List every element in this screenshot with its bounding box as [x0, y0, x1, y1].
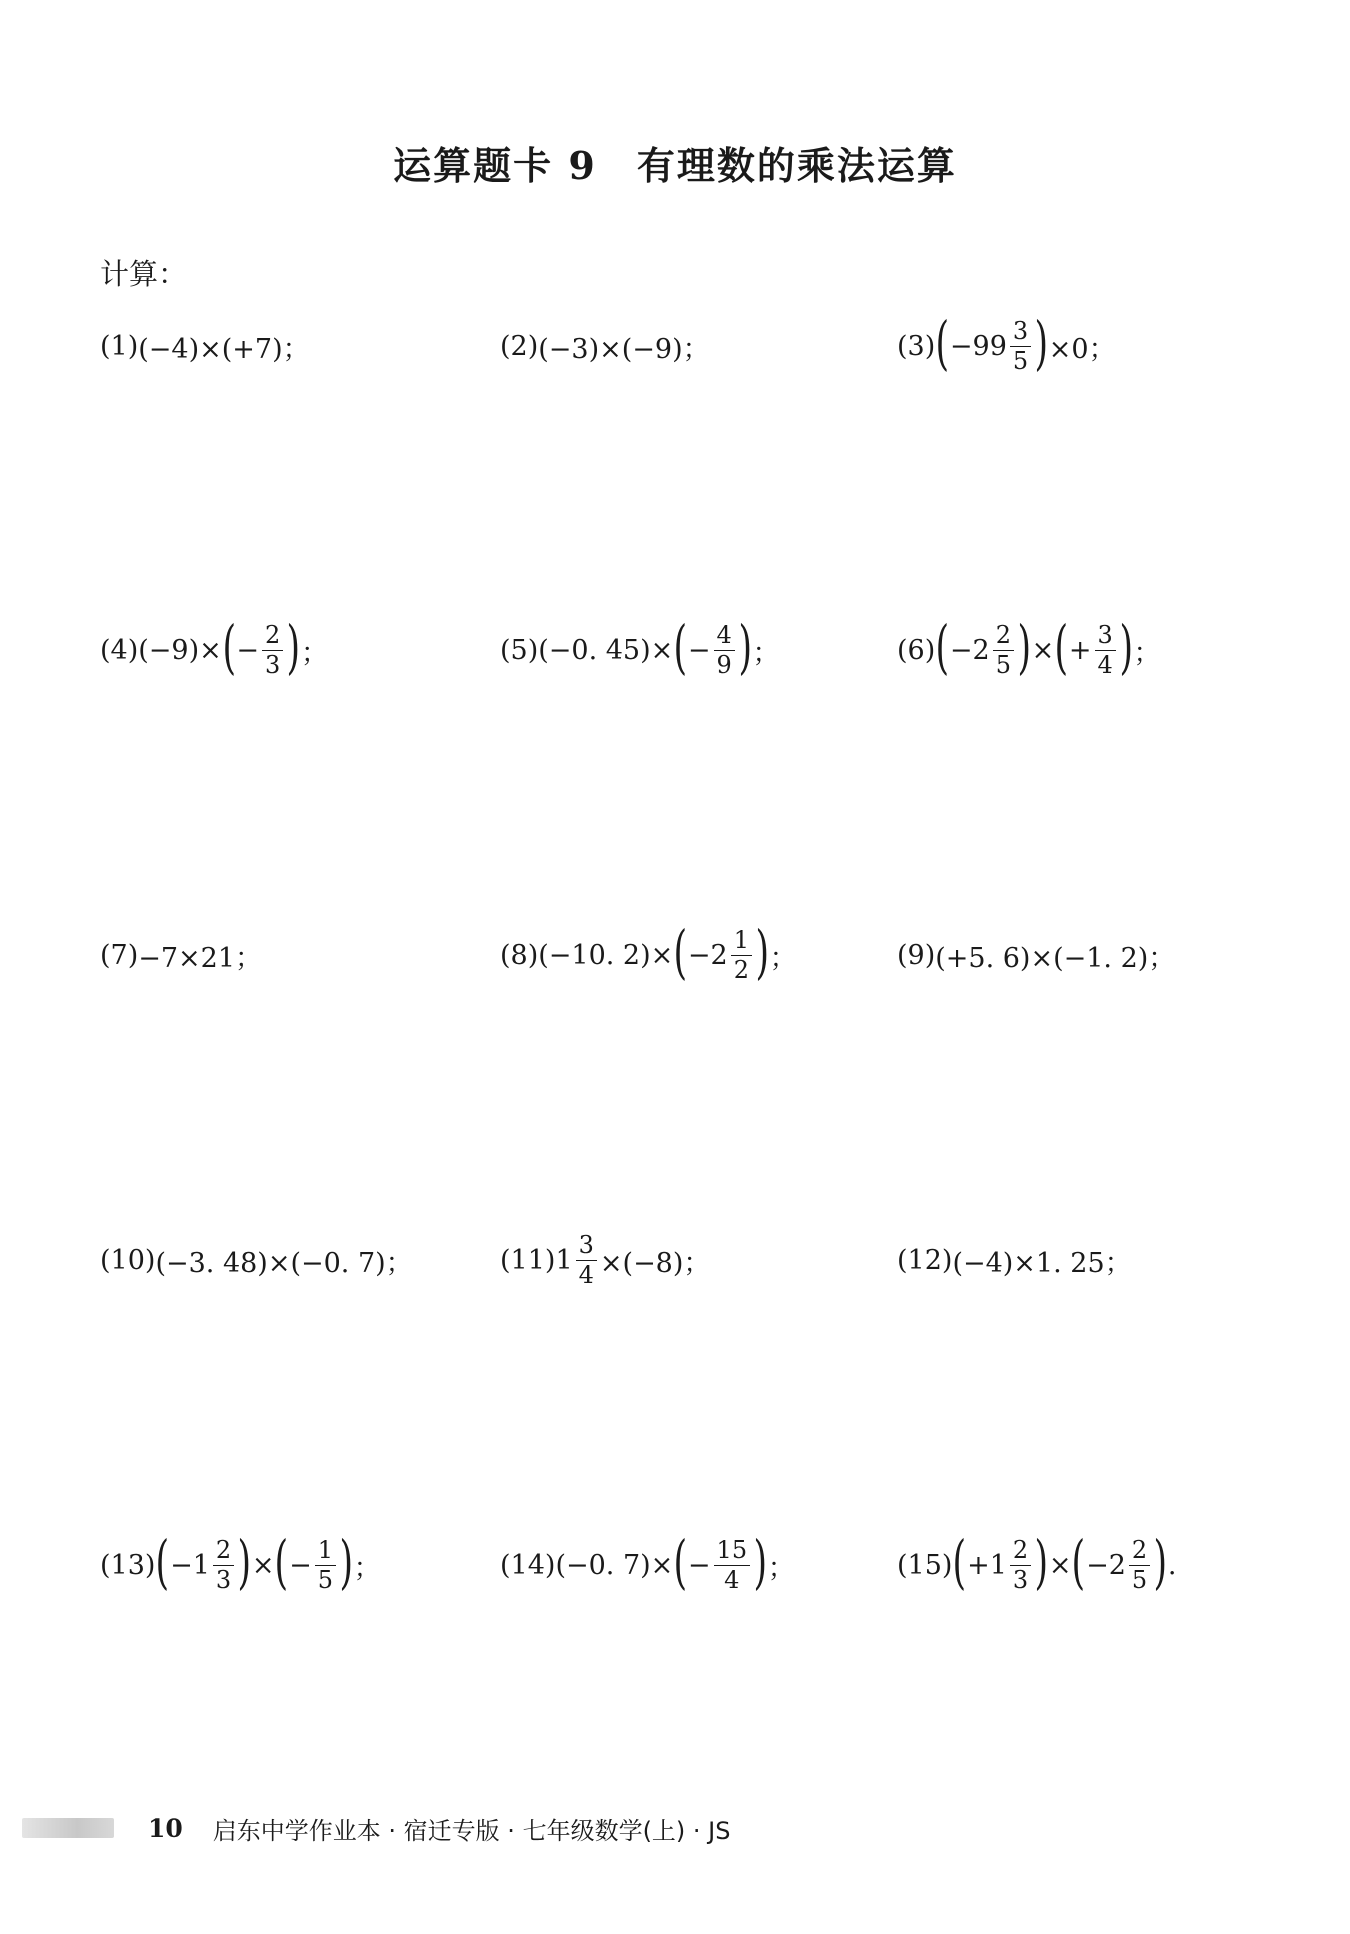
large-parenthesis: ( — [1071, 1528, 1086, 1596]
problem-label: (11) — [500, 1244, 556, 1276]
instruction-text: 计算： — [100, 257, 188, 291]
numerator: 3 — [576, 1232, 597, 1260]
problem-label: (3) — [897, 330, 936, 362]
problem-12 — [897, 1220, 1132, 1300]
numerator: 3 — [1095, 622, 1116, 650]
large-parenthesis: ) — [1153, 1528, 1168, 1596]
large-parenthesis: ( — [673, 918, 688, 986]
large-parenthesis: ) — [738, 613, 752, 681]
expression-text: × — [251, 1549, 275, 1581]
expression-text: (−0. 45)× — [538, 634, 674, 666]
expression-text: × — [1048, 1549, 1072, 1581]
expression-text: . — [1167, 1549, 1177, 1581]
problem-15 — [897, 1525, 1176, 1605]
problem-label: (4) — [100, 634, 139, 666]
fraction — [1129, 1537, 1150, 1593]
large-parenthesis: ) — [1034, 1528, 1049, 1596]
problem-2 — [500, 306, 710, 386]
problem-8 — [500, 915, 797, 995]
large-parenthesis: ) — [1119, 613, 1133, 681]
book-info: 启东中学作业本 · 宿迁专版 · 七年级数学(上) · JS — [212, 1816, 731, 1845]
large-parenthesis: ( — [155, 1528, 170, 1596]
expression-text: 1 — [555, 1244, 573, 1276]
problem-7 — [100, 915, 262, 995]
expression-text: (+5. 6)×(−1. 2)； — [935, 942, 1176, 974]
large-parenthesis: ) — [1017, 613, 1032, 681]
expression-text: ； — [767, 1552, 795, 1584]
problem-6 — [897, 610, 1160, 690]
page-number: 10 — [148, 1813, 183, 1843]
fraction — [576, 1232, 597, 1288]
fraction — [1095, 622, 1116, 678]
problem-label: (1) — [100, 330, 139, 362]
expression-text: ； — [353, 1552, 381, 1584]
footer-decorative-bar — [22, 1818, 114, 1838]
problem-label: (7) — [100, 939, 139, 971]
large-parenthesis: ) — [286, 613, 301, 681]
denominator: 3 — [1012, 1565, 1029, 1594]
expression-text: −2 — [1086, 1549, 1126, 1581]
fraction — [993, 622, 1014, 678]
denominator: 4 — [578, 1260, 594, 1289]
expression-text: (−10. 2)× — [538, 939, 674, 971]
expression-text: − — [687, 1549, 711, 1581]
large-parenthesis: ( — [935, 613, 950, 681]
expression-text: ×(−8)； — [599, 1247, 711, 1279]
expression-text: −1 — [170, 1549, 210, 1581]
problem-11 — [500, 1220, 710, 1300]
expression-text: −2 — [687, 939, 728, 971]
page-footer — [0, 1808, 1350, 1848]
large-parenthesis: ) — [339, 1528, 354, 1596]
problem-label: (9) — [897, 939, 936, 971]
large-parenthesis: ( — [673, 613, 688, 681]
expression-text: −99 — [949, 330, 1007, 362]
expression-text: −2 — [949, 634, 990, 666]
numerator: 1 — [731, 927, 752, 955]
problem-label: (2) — [500, 330, 539, 362]
denominator: 2 — [733, 955, 749, 984]
numerator: 4 — [714, 622, 735, 650]
large-parenthesis: ( — [222, 613, 236, 681]
expression-text: + — [1068, 634, 1092, 666]
large-parenthesis: ) — [1034, 309, 1049, 377]
problem-14 — [500, 1525, 795, 1605]
page-title: 运算题卡 9 有理数的乘法运算 — [393, 143, 957, 188]
large-parenthesis: ( — [935, 309, 950, 377]
expression-text: (−3)×(−9)； — [538, 333, 710, 365]
problem-13 — [100, 1525, 381, 1605]
denominator: 4 — [724, 1565, 740, 1594]
problem-5 — [500, 610, 779, 690]
expression-text: − — [236, 634, 260, 666]
fraction — [315, 1537, 336, 1593]
problem-10 — [100, 1220, 413, 1300]
expression-text: (−9)× — [138, 634, 222, 666]
fraction — [714, 1537, 751, 1593]
large-parenthesis: ( — [1054, 613, 1069, 681]
expression-text: −7×21； — [138, 942, 263, 974]
expression-text: (−3. 48)×(−0. 7)； — [155, 1247, 413, 1279]
numerator: 15 — [714, 1537, 751, 1565]
numerator: 2 — [993, 622, 1014, 650]
expression-text: ； — [769, 942, 797, 974]
problem-9 — [897, 915, 1175, 995]
fraction — [262, 622, 283, 678]
large-parenthesis: ) — [237, 1528, 252, 1596]
denominator: 5 — [1012, 346, 1029, 375]
numerator: 2 — [213, 1537, 234, 1565]
fraction — [213, 1537, 234, 1593]
expression-text: ； — [300, 637, 328, 669]
problem-label: (13) — [100, 1549, 156, 1581]
expression-text: (−4)×(+7)； — [138, 333, 310, 365]
problem-4 — [100, 610, 328, 690]
problem-1 — [100, 306, 310, 386]
problem-label: (15) — [897, 1549, 953, 1581]
numerator: 2 — [1010, 1537, 1031, 1565]
expression-text: (−4)×1. 25； — [952, 1247, 1132, 1279]
problem-label: (5) — [500, 634, 539, 666]
expression-text: (−0. 7)× — [555, 1549, 674, 1581]
numerator: 1 — [315, 1537, 336, 1565]
expression-text: − — [687, 634, 711, 666]
numerator: 2 — [1129, 1537, 1150, 1565]
numerator: 2 — [262, 622, 283, 650]
denominator: 5 — [995, 650, 1011, 679]
large-parenthesis: ( — [673, 1528, 688, 1596]
expression-text: − — [289, 1549, 312, 1581]
problem-label: (6) — [897, 634, 936, 666]
denominator: 3 — [215, 1565, 232, 1594]
expression-text: +1 — [967, 1549, 1007, 1581]
problem-label: (12) — [897, 1244, 953, 1276]
problem-3 — [897, 306, 1116, 386]
expression-text: × — [1031, 634, 1055, 666]
large-parenthesis: ) — [755, 918, 770, 986]
problem-label: (10) — [100, 1244, 156, 1276]
expression-text: ； — [752, 637, 780, 669]
fraction — [731, 927, 752, 983]
denominator: 3 — [265, 650, 281, 679]
large-parenthesis: ( — [952, 1528, 967, 1596]
numerator: 3 — [1010, 318, 1031, 346]
denominator: 5 — [1131, 1565, 1148, 1594]
denominator: 4 — [1097, 650, 1113, 679]
expression-text: ×0； — [1048, 333, 1116, 365]
problem-label: (8) — [500, 939, 539, 971]
problem-label: (14) — [500, 1549, 556, 1581]
fraction — [1010, 318, 1031, 374]
expression-text: ； — [1133, 637, 1161, 669]
denominator: 9 — [716, 650, 732, 679]
denominator: 5 — [317, 1565, 333, 1594]
fraction — [714, 622, 735, 678]
fraction — [1010, 1537, 1031, 1593]
large-parenthesis: ) — [753, 1528, 768, 1596]
large-parenthesis: ( — [274, 1528, 289, 1596]
